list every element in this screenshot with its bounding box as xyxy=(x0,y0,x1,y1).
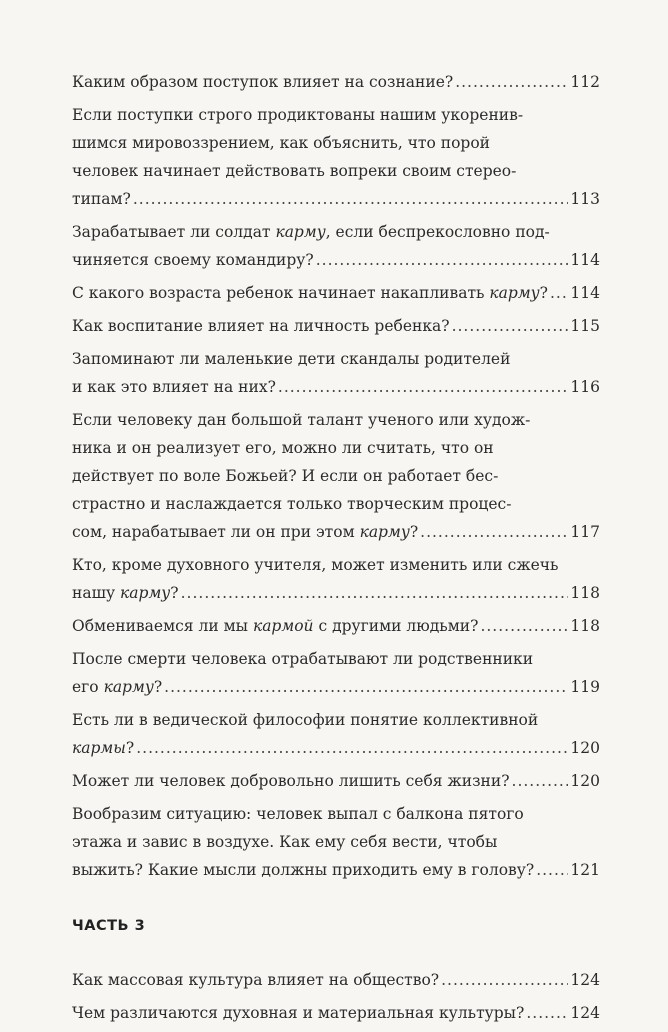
toc-entry-line xyxy=(72,185,600,213)
section-title: ЧАСТЬ 3 xyxy=(72,918,146,934)
toc-entry-line xyxy=(72,279,600,307)
toc-entry-line xyxy=(72,518,600,546)
toc-entry-line xyxy=(72,373,600,401)
toc-text-segment: Если поступки строго продиктованы нашим укоренив- xyxy=(72,106,524,124)
toc-entry xyxy=(72,706,600,762)
toc-entry-line xyxy=(72,157,600,185)
toc-text-segment: действует по воле Божьей? И если он работает бес- xyxy=(72,467,499,485)
toc-entry-line xyxy=(72,673,600,701)
toc-entry xyxy=(72,551,600,607)
dot-leader xyxy=(181,579,569,607)
toc-entry-text xyxy=(72,434,494,462)
toc-entry-text xyxy=(72,157,516,185)
toc-entry-text xyxy=(72,406,530,434)
toc-text-segment: ? xyxy=(409,523,419,541)
toc-part-3-list xyxy=(72,966,600,1027)
toc-entry-text xyxy=(72,462,498,490)
toc-term-italic: карму xyxy=(359,523,410,541)
toc-entry-line xyxy=(72,101,600,129)
toc-entry-text xyxy=(72,490,511,518)
dot-leader xyxy=(164,673,568,701)
toc-entry-text xyxy=(72,246,314,274)
toc-entry-text xyxy=(72,101,523,129)
toc-entry-line xyxy=(72,966,600,994)
page-number: 117 xyxy=(570,523,600,541)
dot-leader xyxy=(512,767,569,795)
toc-text-segment: типам? xyxy=(72,190,131,208)
toc-entry xyxy=(72,645,600,701)
dot-leader xyxy=(316,246,569,274)
page-number: 121 xyxy=(570,861,600,879)
toc-text-segment: Обмениваемся ли мы xyxy=(72,617,253,635)
toc-entry-text xyxy=(72,612,478,640)
toc-text-segment: Как воспитание влияет на личность ребенка? xyxy=(72,317,450,335)
toc-entry xyxy=(72,345,600,401)
toc-entry-text xyxy=(72,999,524,1027)
toc-text-segment: ? xyxy=(153,678,163,696)
page-number: 124 xyxy=(570,971,600,989)
toc-text-segment: С какого возраста ребенок начинает накапливать xyxy=(72,284,490,302)
toc-entry xyxy=(72,406,600,546)
toc-text-segment: Запоминают ли маленькие дети скандалы родителей xyxy=(72,350,511,368)
toc-text-segment: Вообразим ситуацию: человек выпал с балкона пятого xyxy=(72,805,524,823)
toc-text-segment: Как массовая культура влияет на общество? xyxy=(72,971,440,989)
page-number: 113 xyxy=(570,190,600,208)
toc-text-segment: , если беспрекословно под- xyxy=(325,223,550,241)
toc-text-segment: выжить? Какие мысли должны приходить ему в голову? xyxy=(72,861,535,879)
page-number: 119 xyxy=(570,678,600,696)
page-number: 112 xyxy=(570,73,600,91)
toc-entry-line xyxy=(72,345,600,373)
toc-entry-line xyxy=(72,800,600,828)
toc-text-segment: чиняется своему командиру? xyxy=(72,251,314,269)
toc-text-segment: сом, нарабатывает ли он при этом xyxy=(72,523,360,541)
dot-leader xyxy=(550,279,568,307)
page-number: 120 xyxy=(570,739,600,757)
toc-entry-line xyxy=(72,828,600,856)
toc-text-segment: После смерти человека отрабатывают ли родственники xyxy=(72,650,534,668)
toc-entry xyxy=(72,101,600,213)
toc-term-italic: карму xyxy=(489,284,540,302)
toc-text-segment: Кто, кроме духовного учителя, может изменить или сжечь xyxy=(72,556,559,574)
dot-leader xyxy=(420,518,568,546)
toc-text-segment: Если человеку дан большой талант ученого или худож- xyxy=(72,411,531,429)
toc-entry-text xyxy=(72,185,131,213)
toc-entry-text xyxy=(72,218,550,246)
page-number: 114 xyxy=(570,251,600,269)
toc-text-segment: этажа и завис в воздухе. Как ему себя вести, чтобы xyxy=(72,833,498,851)
toc-entry-line xyxy=(72,218,600,246)
toc-entry-text xyxy=(72,373,276,401)
toc-entry-text xyxy=(72,706,538,734)
toc-part-2-list xyxy=(72,68,600,884)
toc-entry xyxy=(72,612,600,640)
toc-entry-line xyxy=(72,579,600,607)
toc-entry-line xyxy=(72,462,600,490)
toc-text-segment: ? xyxy=(125,739,135,757)
toc-entry-text xyxy=(72,518,418,546)
toc-entry xyxy=(72,218,600,274)
toc-entry-text xyxy=(72,129,490,157)
toc-entry-text xyxy=(72,828,497,856)
toc-text-segment: ника и он реализует его, можно ли считать, что он xyxy=(72,439,494,457)
dot-leader xyxy=(455,68,568,96)
toc-entry-text xyxy=(72,856,534,884)
toc-entry-line xyxy=(72,551,600,579)
toc-entry xyxy=(72,312,600,340)
toc-entry-text xyxy=(72,279,548,307)
dot-leader xyxy=(441,966,568,994)
toc-text-segment: человек начинает действовать вопреки своим стерео- xyxy=(72,162,517,180)
page-number: 120 xyxy=(570,772,600,790)
toc-entry-line xyxy=(72,312,600,340)
toc-term-italic: кармой xyxy=(252,617,314,635)
toc-entry-text xyxy=(72,312,450,340)
toc-text-segment: Чем различаются духовная и материальная культуры? xyxy=(72,1004,525,1022)
toc-entry-text xyxy=(72,645,533,673)
toc-text-segment: ? xyxy=(539,284,548,302)
page-number: 124 xyxy=(570,1004,600,1022)
toc-entry-line xyxy=(72,129,600,157)
toc-entry-line xyxy=(72,999,600,1027)
toc-text-segment: шимся мировоззрением, как объяснить, что порой xyxy=(72,134,491,152)
page-number: 115 xyxy=(570,317,600,335)
dot-leader xyxy=(278,373,569,401)
toc-entry xyxy=(72,966,600,994)
toc-entry-text xyxy=(72,579,179,607)
page-number: 116 xyxy=(570,378,600,396)
toc-text-segment: и как это влияет на них? xyxy=(72,378,276,396)
toc-term-italic: карму xyxy=(275,223,326,241)
toc-entry-line xyxy=(72,490,600,518)
toc-text-segment: с другими людьми? xyxy=(313,617,479,635)
toc-entry xyxy=(72,279,600,307)
page-number: 114 xyxy=(570,284,600,302)
dot-leader xyxy=(536,856,568,884)
toc-text-segment: страстно и наслаждается только творческим процес- xyxy=(72,495,512,513)
toc-entry-line xyxy=(72,734,600,762)
toc-entry-text xyxy=(72,68,453,96)
toc-entry-text xyxy=(72,551,558,579)
toc-entry-line xyxy=(72,434,600,462)
toc-term-italic: карму xyxy=(120,584,171,602)
toc-entry-line xyxy=(72,612,600,640)
toc-entry-line xyxy=(72,856,600,884)
toc-entry-line xyxy=(72,706,600,734)
toc-entry xyxy=(72,767,600,795)
toc-text-segment: нашу xyxy=(72,584,121,602)
toc-term-italic: карму xyxy=(103,678,154,696)
page-number: 118 xyxy=(570,617,600,635)
toc-text-segment: его xyxy=(72,678,104,696)
toc-entry-text xyxy=(72,673,162,701)
toc-entry-text xyxy=(72,734,134,762)
toc-entry-line xyxy=(72,246,600,274)
toc-entry-line xyxy=(72,406,600,434)
toc-term-italic: кармы xyxy=(72,739,126,757)
toc-text-segment: Каким образом поступок влияет на сознание? xyxy=(72,73,454,91)
toc-entry-line xyxy=(72,645,600,673)
page-number: 118 xyxy=(570,584,600,602)
toc-entry xyxy=(72,68,600,96)
toc-text-segment: Может ли человек добровольно лишить себя жизни? xyxy=(72,772,510,790)
toc-entry xyxy=(72,800,600,884)
toc-text-segment: Зарабатывает ли солдат xyxy=(72,223,276,241)
table-of-contents xyxy=(72,68,600,1032)
toc-entry xyxy=(72,999,600,1027)
toc-entry-line xyxy=(72,767,600,795)
toc-text-segment: ? xyxy=(170,584,179,602)
toc-entry-text xyxy=(72,800,524,828)
toc-text-segment: Есть ли в ведической философии понятие коллективной xyxy=(72,711,539,729)
toc-entry-text xyxy=(72,767,510,795)
toc-entry-line xyxy=(72,68,600,96)
toc-entry-text xyxy=(72,345,510,373)
dot-leader xyxy=(136,734,568,762)
dot-leader xyxy=(480,612,568,640)
dot-leader xyxy=(452,312,569,340)
dot-leader xyxy=(526,999,568,1027)
toc-entry-text xyxy=(72,966,439,994)
dot-leader xyxy=(133,185,569,213)
